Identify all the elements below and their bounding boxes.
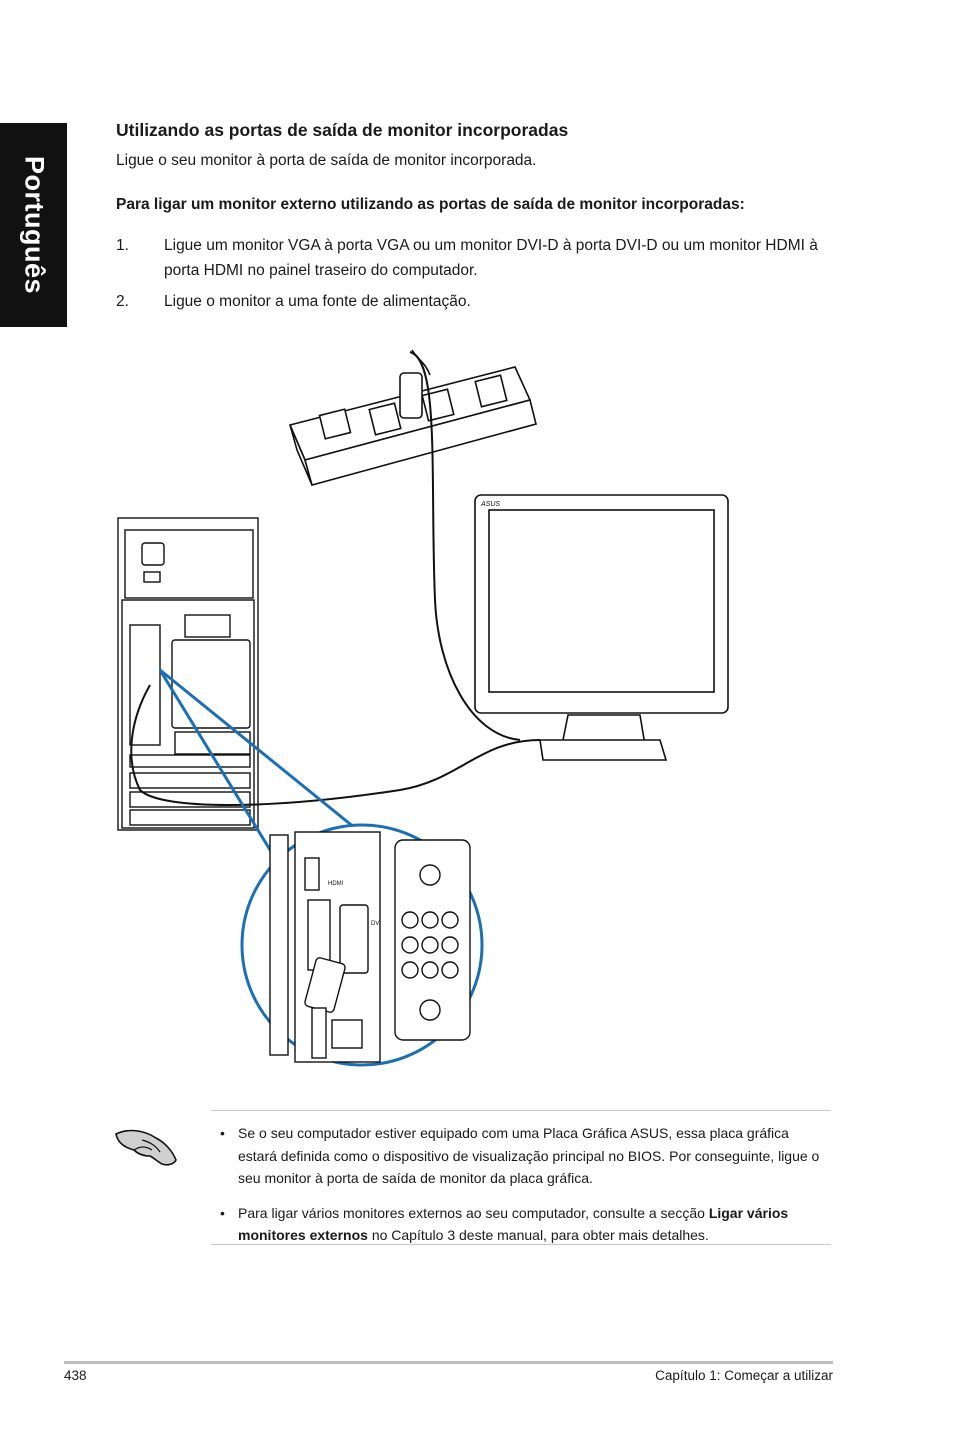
hdmi-port-label: HDMI — [328, 881, 344, 887]
language-label: Português — [19, 155, 49, 295]
note-text: Se o seu computador estiver equipado com uma Placa Gráfica ASUS, essa placa gráfica estará definida como o dispositivo de visualização principal no BIOS. Por conseguinte, ligue o seu monitor à porta de saída de monitor da placa gráfica. — [238, 1125, 820, 1186]
note-section-reference: Ligar vários monitores externos — [238, 1204, 789, 1243]
step-2 — [116, 289, 844, 314]
note-bottom-rule — [211, 1244, 831, 1245]
procedure-heading: Para ligar um monitor externo utilizando as portas de saída de monitor incorporadas: — [116, 196, 745, 213]
zoom-detail-ports — [270, 832, 470, 1062]
note-bullet: • — [220, 1125, 225, 1141]
dvi-port-label: DVI — [371, 921, 382, 927]
step-number: 1. — [116, 237, 129, 254]
monitor — [475, 495, 728, 760]
chapter-title: Capítulo 1: Começar a utilizar — [655, 1368, 833, 1383]
note-text — [238, 1202, 820, 1247]
step-number: 2. — [116, 293, 129, 310]
note-text-post: no Capítulo 3 deste manual, para obter mais detalhes. — [367, 1227, 709, 1243]
section-title: Utilizando as portas de saída de monitor incorporadas — [116, 120, 569, 140]
step-1 — [116, 233, 844, 283]
note-bullet: • — [220, 1204, 225, 1221]
note-item — [220, 1202, 820, 1247]
page-number: 438 — [64, 1368, 87, 1383]
language-side-tab — [0, 123, 67, 327]
note-item — [220, 1122, 820, 1190]
step-text: Ligue um monitor VGA à porta VGA ou um monitor DVI-D à porta DVI-D ou um monitor HDMI à porta HDMI no painel traseiro do computador. — [164, 237, 818, 279]
note-hand-icon — [112, 1120, 182, 1170]
intro-text: Ligue o seu monitor à porta de saída de monitor incorporada. — [116, 152, 537, 169]
monitor-brand: ASUS — [481, 501, 501, 508]
footer-rule — [64, 1361, 833, 1364]
note-text-pre: Para ligar vários monitores externos ao seu computador, consulte a secção — [238, 1204, 709, 1221]
note-top-rule — [211, 1110, 831, 1111]
step-text: Ligue o monitor a uma fonte de alimentação. — [164, 293, 471, 310]
notes-list — [220, 1122, 820, 1259]
connection-illustration — [100, 340, 860, 1100]
pc-tower-rear — [118, 518, 258, 830]
